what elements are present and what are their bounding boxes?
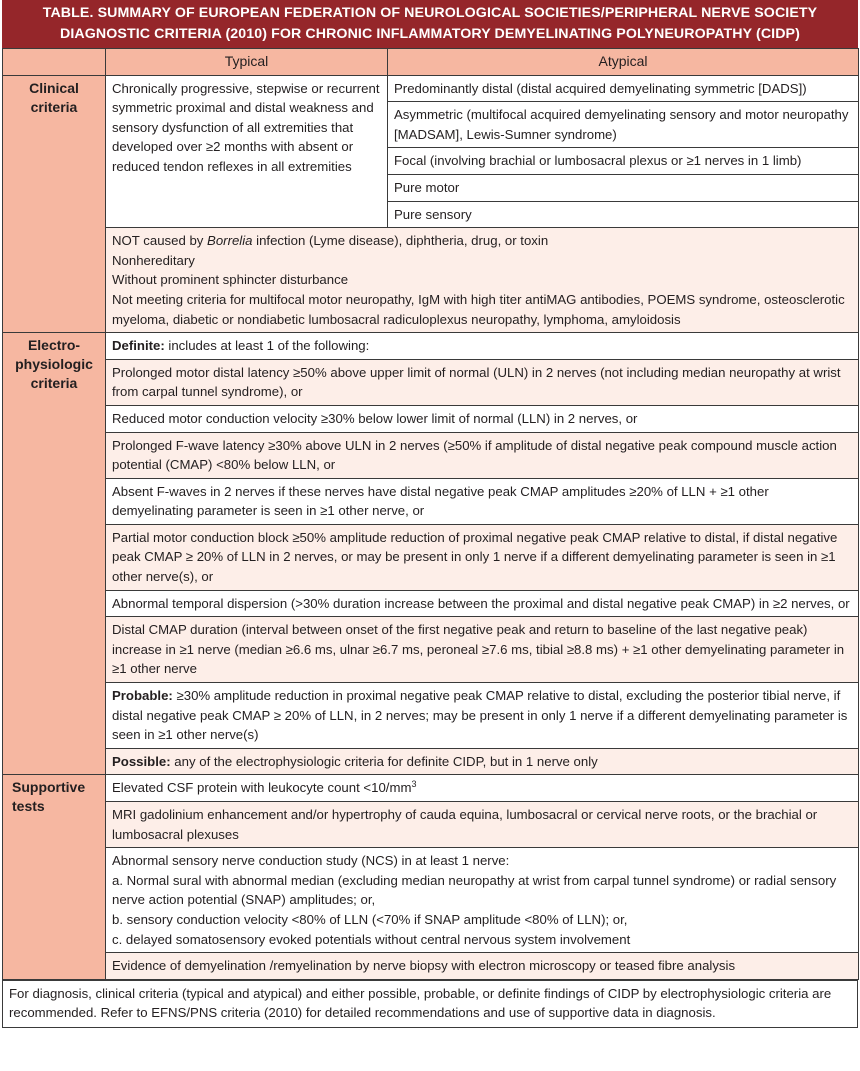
supportive-ncs-cell: Abnormal sensory nerve conduction study (NCS) in at least 1 nerve: a. Normal sural with abnormal median (excluding median neuropathy at wrist from carpal tunnel syndrome) or radial sensory nerve action potential (SNAP) amplitudes; or, b. sensory conduction velocity <80% of LLN (<70% if SNAP amplitude <80% of LLN); or, c. delayed somatosensory evoked potentials without central nervous system involvement	[106, 848, 859, 953]
definite-criterion: Partial motor conduction block ≥50% amplitude reduction of proximal negative peak CMAP relative to distal, if distal negative peak CMAP ≥ 20% of LLN in 2 nerves, or may be present in only 1 nerve if a different demyelinating parameter is seen in ≥1 other nerve(s), or	[106, 524, 859, 590]
table-row	[3, 228, 859, 333]
atypical-item: Asymmetric (multifocal acquired demyelinating sensory and motor neuropathy [MADSAM], Lewis-Sumner syndrome)	[388, 102, 859, 148]
possible-cell: Possible: any of the electrophysiologic criteria for definite CIDP, but in 1 nerve only	[106, 748, 859, 775]
table-row	[3, 524, 859, 590]
atypical-item: Predominantly distal (distal acquired demyelinating symmetric [DADS])	[388, 75, 859, 102]
definite-criterion: Reduced motor conduction velocity ≥30% below lower limit of normal (LLN) in 2 nerves, or	[106, 405, 859, 432]
definite-criterion: Absent F-waves in 2 nerves if these nerves have distal negative peak CMAP amplitudes ≥20% of LLN + ≥1 other demyelinating parameter is seen in ≥1 other nerve, or	[106, 478, 859, 524]
column-header-typical: Typical	[106, 49, 388, 76]
header-empty-cell	[3, 49, 106, 76]
criteria-table	[2, 48, 859, 980]
probable-cell: Probable: ≥30% amplitude reduction in proximal negative peak CMAP relative to distal, excluding the posterior tibial nerve, if distal negative peak CMAP ≥ 20% of LLN, in 2 nerves; may be present in only 1 nerve if a different demyelinating parameter is seen in ≥1 other nerve(s)	[106, 683, 859, 749]
section-label-clinical: Clinical criteria	[3, 75, 106, 333]
section-label-supportive: Supportive tests	[3, 775, 106, 979]
table-row	[3, 953, 859, 980]
clinical-exclusions-cell	[106, 228, 859, 333]
exclusion-line: Not meeting criteria for multifocal motor neuropathy, IgM with high titer antiMAG antibodies, POEMS syndrome, osteosclerotic myeloma, diabetic or nondiabetic lumbosacral radiculoplexus neuropathy, lymphoma, amyloidosis	[112, 291, 845, 327]
footnote-text: For diagnosis, clinical criteria (typical and atypical) and either possible, probable, or definite findings of CIDP by electrophysiologic criteria are recommended. Refer to EFNS/PNS criteria (2010) for detailed recommendations and use of supportive data in diagnosis.	[3, 980, 858, 1027]
table-title-line-1: TABLE. SUMMARY OF EUROPEAN FEDERATION OF NEUROLOGICAL SOCIETIES/PERIPHERAL NERVE SOCIETY	[42, 5, 818, 21]
table-title-line-2: DIAGNOSTIC CRITERIA (2010) FOR CHRONIC INFLAMMATORY DEMYELINATING POLYNEUROPATHY (CIDP)	[60, 26, 800, 42]
exclusion-line: NOT caused by Borrelia infection (Lyme disease), diphtheria, drug, or toxin	[112, 233, 549, 249]
table-row	[3, 359, 859, 405]
supportive-mri-cell: MRI gadolinium enhancement and/or hypertrophy of cauda equina, lumbosacral or cervical nerve roots, or the brachial or lumbosacral plexuses	[106, 802, 859, 848]
table-row	[3, 748, 859, 775]
definite-criterion: Prolonged motor distal latency ≥50% above upper limit of normal (ULN) in 2 nerves (not including median neuropathy at wrist from carpal tunnel syndrome), or	[106, 359, 859, 405]
atypical-item: Focal (involving brachial or lumbosacral plexus or ≥1 nerves in 1 limb)	[388, 148, 859, 175]
column-header-atypical: Atypical	[388, 49, 859, 76]
table-row	[3, 75, 859, 102]
definite-criterion: Distal CMAP duration (interval between onset of the first negative peak and return to baseline of the last negative peak) increase in ≥1 nerve (median ≥6.6 ms, ulnar ≥6.7 ms, peroneal ≥7.6 ms, tibial ≥8.8 ms) + ≥1 other demyelinating parameter in ≥1 other nerve	[106, 617, 859, 683]
definite-criterion: Prolonged F-wave latency ≥30% above ULN in 2 nerves (≥50% if amplitude of distal negative peak compound muscle action potential (CMAP) <80% below LLN, or	[106, 432, 859, 478]
table-row	[3, 333, 859, 360]
table-footnote	[2, 980, 858, 1028]
definite-criterion: Abnormal temporal dispersion (>30% duration increase between the proximal and distal negative peak CMAP) in ≥2 nerves, or	[106, 590, 859, 617]
table-row	[3, 590, 859, 617]
atypical-item: Pure motor	[388, 174, 859, 201]
table-row	[3, 848, 859, 953]
exclusion-line: Nonhereditary	[112, 252, 195, 268]
definite-heading-cell: Definite: includes at least 1 of the following:	[106, 333, 859, 360]
exclusion-line: Without prominent sphincter disturbance	[112, 272, 349, 288]
table-row	[3, 405, 859, 432]
table-row	[3, 775, 859, 802]
table-title	[2, 0, 858, 48]
table-row	[3, 802, 859, 848]
section-label-electrophysiologic: Electro- physiologic criteria	[3, 333, 106, 775]
clinical-typical-cell: Chronically progressive, stepwise or recurrent symmetric proximal and distal weakness and sensory dysfunction of all extremities that developed over ≥2 months with absent or reduced tendon reflexes in all extremities	[106, 75, 388, 228]
atypical-item: Pure sensory	[388, 201, 859, 228]
table-row	[3, 617, 859, 683]
table-row	[3, 683, 859, 749]
table-row	[3, 432, 859, 478]
column-header-row	[3, 49, 859, 76]
cidp-criteria-table	[2, 0, 858, 1028]
supportive-biopsy-cell: Evidence of demyelination /remyelination by nerve biopsy with electron microscopy or teased fibre analysis	[106, 953, 859, 980]
table-row	[3, 478, 859, 524]
supportive-csf-cell: Elevated CSF protein with leukocyte count $<10/mm^3$	[106, 775, 859, 802]
